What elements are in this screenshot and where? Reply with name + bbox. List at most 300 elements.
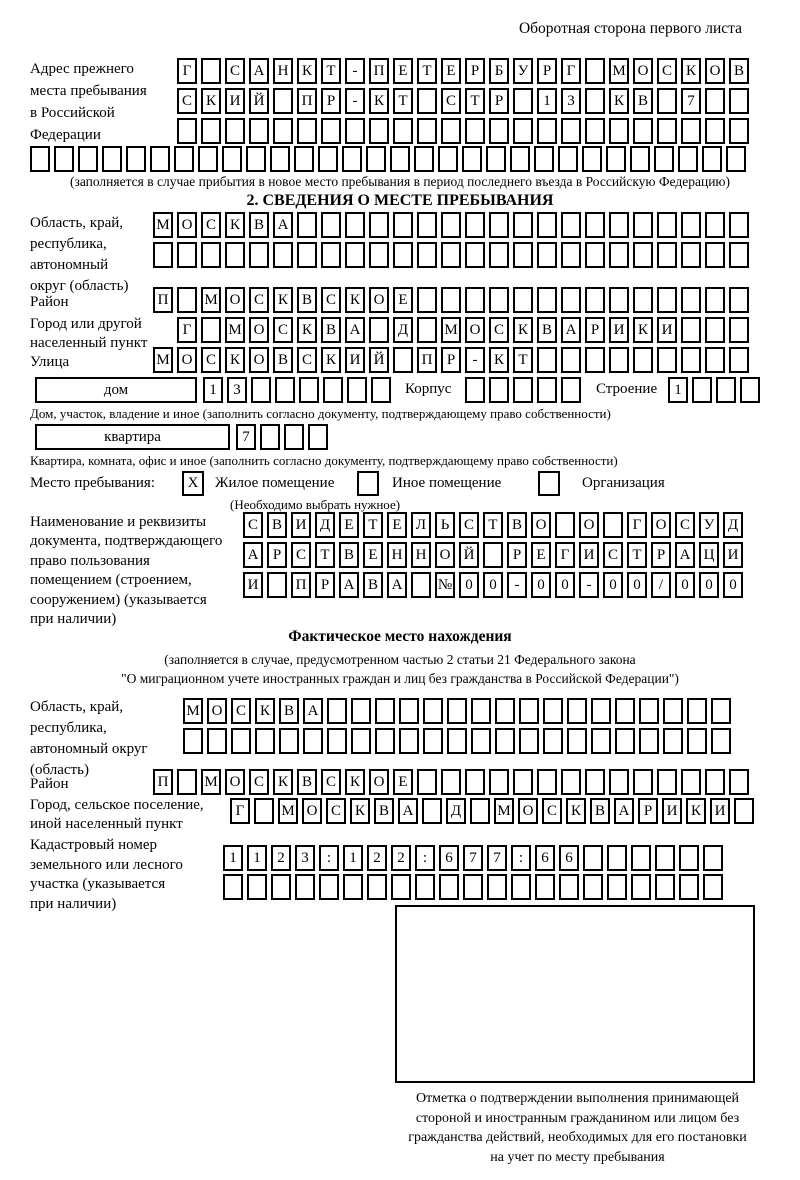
char-box[interactable]: Н xyxy=(273,58,293,84)
char-box[interactable]: / xyxy=(651,572,671,598)
char-box[interactable] xyxy=(249,242,269,268)
char-box[interactable] xyxy=(519,698,539,724)
char-box[interactable] xyxy=(198,146,218,172)
char-box[interactable]: Ь xyxy=(435,512,455,538)
char-box[interactable] xyxy=(366,146,386,172)
char-box[interactable] xyxy=(585,118,605,144)
char-box[interactable]: 1 xyxy=(223,845,243,871)
char-box[interactable]: В xyxy=(537,317,557,343)
char-box[interactable] xyxy=(585,242,605,268)
char-box[interactable]: И xyxy=(723,542,743,568)
char-box[interactable]: А xyxy=(398,798,418,824)
char-box[interactable]: О xyxy=(531,512,551,538)
char-box[interactable]: К xyxy=(273,287,293,313)
char-box[interactable] xyxy=(273,242,293,268)
char-box[interactable]: 6 xyxy=(535,845,555,871)
char-box[interactable] xyxy=(275,377,295,403)
char-box[interactable]: Й xyxy=(249,88,269,114)
street-row[interactable] xyxy=(153,347,749,373)
char-box[interactable]: Г xyxy=(177,317,197,343)
char-box[interactable]: К xyxy=(345,287,365,313)
char-box[interactable] xyxy=(369,242,389,268)
char-box[interactable] xyxy=(537,347,557,373)
char-box[interactable] xyxy=(657,287,677,313)
char-box[interactable] xyxy=(438,146,458,172)
char-box[interactable] xyxy=(519,728,539,754)
char-box[interactable] xyxy=(705,242,725,268)
char-box[interactable] xyxy=(295,874,315,900)
char-box[interactable] xyxy=(681,317,701,343)
char-box[interactable]: Б xyxy=(489,58,509,84)
char-box[interactable] xyxy=(327,698,347,724)
char-box[interactable]: С xyxy=(273,317,293,343)
char-box[interactable] xyxy=(705,88,725,114)
char-box[interactable] xyxy=(489,118,509,144)
char-box[interactable]: Р xyxy=(489,88,509,114)
char-box[interactable] xyxy=(495,728,515,754)
char-box[interactable] xyxy=(321,118,341,144)
char-box[interactable] xyxy=(465,212,485,238)
char-box[interactable]: М xyxy=(494,798,514,824)
char-box[interactable] xyxy=(607,845,627,871)
stroenie-row[interactable] xyxy=(668,377,760,403)
char-box[interactable]: 0 xyxy=(483,572,503,598)
char-box[interactable] xyxy=(609,287,629,313)
char-box[interactable]: О xyxy=(225,287,245,313)
char-box[interactable] xyxy=(390,146,410,172)
char-box[interactable] xyxy=(537,242,557,268)
char-box[interactable] xyxy=(511,874,531,900)
char-box[interactable] xyxy=(679,874,699,900)
char-box[interactable] xyxy=(657,242,677,268)
char-box[interactable] xyxy=(537,212,557,238)
char-box[interactable] xyxy=(663,698,683,724)
char-box[interactable] xyxy=(535,874,555,900)
char-box[interactable]: С xyxy=(459,512,479,538)
char-box[interactable]: К xyxy=(201,88,221,114)
char-box[interactable] xyxy=(663,728,683,754)
char-box[interactable]: И xyxy=(345,347,365,373)
char-box[interactable]: В xyxy=(633,88,653,114)
char-box[interactable] xyxy=(251,377,271,403)
char-box[interactable] xyxy=(417,88,437,114)
char-box[interactable]: 3 xyxy=(295,845,315,871)
actual-region-row-1[interactable] xyxy=(183,698,731,724)
char-box[interactable] xyxy=(447,728,467,754)
char-box[interactable] xyxy=(462,146,482,172)
char-box[interactable] xyxy=(343,874,363,900)
char-box[interactable] xyxy=(711,728,731,754)
apartment-number-row[interactable] xyxy=(236,424,328,450)
char-box[interactable] xyxy=(369,212,389,238)
char-box[interactable] xyxy=(174,146,194,172)
char-box[interactable] xyxy=(249,118,269,144)
char-box[interactable] xyxy=(297,118,317,144)
char-box[interactable] xyxy=(740,377,760,403)
char-box[interactable] xyxy=(246,146,266,172)
char-box[interactable] xyxy=(297,212,317,238)
char-box[interactable] xyxy=(705,287,725,313)
char-box[interactable] xyxy=(729,118,749,144)
char-box[interactable]: 3 xyxy=(227,377,247,403)
char-box[interactable]: О xyxy=(369,769,389,795)
char-box[interactable] xyxy=(345,242,365,268)
char-box[interactable] xyxy=(495,698,515,724)
char-box[interactable] xyxy=(681,347,701,373)
char-box[interactable]: Т xyxy=(627,542,647,568)
char-box[interactable] xyxy=(177,769,197,795)
char-box[interactable] xyxy=(555,512,575,538)
char-box[interactable]: Р xyxy=(585,317,605,343)
char-box[interactable] xyxy=(465,377,485,403)
char-box[interactable] xyxy=(591,698,611,724)
char-box[interactable]: П xyxy=(417,347,437,373)
char-box[interactable]: Р xyxy=(465,58,485,84)
district-row[interactable] xyxy=(153,287,749,313)
char-box[interactable]: 7 xyxy=(487,845,507,871)
char-box[interactable]: Е xyxy=(363,542,383,568)
char-box[interactable] xyxy=(513,377,533,403)
char-box[interactable] xyxy=(225,242,245,268)
document-row-3[interactable] xyxy=(243,572,743,598)
char-box[interactable] xyxy=(201,317,221,343)
char-box[interactable]: С xyxy=(321,287,341,313)
region-row-1[interactable] xyxy=(153,212,749,238)
char-box[interactable]: И xyxy=(291,512,311,538)
prev-address-row-1[interactable] xyxy=(177,58,749,84)
char-box[interactable] xyxy=(345,118,365,144)
char-box[interactable] xyxy=(369,118,389,144)
char-box[interactable]: Т xyxy=(513,347,533,373)
char-box[interactable]: Р xyxy=(321,88,341,114)
char-box[interactable]: Т xyxy=(483,512,503,538)
char-box[interactable]: А xyxy=(273,212,293,238)
char-box[interactable]: Е xyxy=(387,512,407,538)
char-box[interactable] xyxy=(633,242,653,268)
char-box[interactable] xyxy=(270,146,290,172)
char-box[interactable] xyxy=(327,728,347,754)
char-box[interactable]: С xyxy=(489,317,509,343)
char-box[interactable]: Т xyxy=(321,58,341,84)
char-box[interactable] xyxy=(703,874,723,900)
char-box[interactable]: С xyxy=(297,347,317,373)
char-box[interactable] xyxy=(399,698,419,724)
char-box[interactable] xyxy=(705,347,725,373)
char-box[interactable] xyxy=(609,769,629,795)
char-box[interactable]: О xyxy=(369,287,389,313)
char-box[interactable] xyxy=(615,698,635,724)
char-box[interactable] xyxy=(201,118,221,144)
organization-checkbox[interactable] xyxy=(538,471,560,496)
char-box[interactable] xyxy=(223,874,243,900)
char-box[interactable] xyxy=(510,146,530,172)
char-box[interactable] xyxy=(583,874,603,900)
char-box[interactable] xyxy=(319,874,339,900)
char-box[interactable] xyxy=(591,728,611,754)
char-box[interactable] xyxy=(54,146,74,172)
char-box[interactable] xyxy=(705,317,725,343)
char-box[interactable] xyxy=(177,287,197,313)
char-box[interactable] xyxy=(393,242,413,268)
char-box[interactable] xyxy=(417,118,437,144)
char-box[interactable] xyxy=(543,698,563,724)
char-box[interactable]: В xyxy=(339,542,359,568)
char-box[interactable]: М xyxy=(609,58,629,84)
char-box[interactable]: В xyxy=(374,798,394,824)
char-box[interactable] xyxy=(225,118,245,144)
char-box[interactable]: К xyxy=(297,58,317,84)
char-box[interactable]: У xyxy=(513,58,533,84)
char-box[interactable] xyxy=(729,242,749,268)
char-box[interactable] xyxy=(607,874,627,900)
char-box[interactable]: Е xyxy=(393,58,413,84)
char-box[interactable] xyxy=(201,58,221,84)
char-box[interactable]: О xyxy=(435,542,455,568)
korpus-row[interactable] xyxy=(465,377,581,403)
prev-address-row-3[interactable] xyxy=(177,118,749,144)
char-box[interactable]: : xyxy=(415,845,435,871)
char-box[interactable] xyxy=(681,287,701,313)
char-box[interactable] xyxy=(423,698,443,724)
char-box[interactable] xyxy=(463,874,483,900)
char-box[interactable]: - xyxy=(345,88,365,114)
char-box[interactable] xyxy=(465,287,485,313)
char-box[interactable]: Д xyxy=(393,317,413,343)
char-box[interactable]: С xyxy=(326,798,346,824)
char-box[interactable] xyxy=(631,845,651,871)
char-box[interactable] xyxy=(657,88,677,114)
char-box[interactable] xyxy=(321,212,341,238)
char-box[interactable]: Р xyxy=(507,542,527,568)
char-box[interactable] xyxy=(561,287,581,313)
char-box[interactable] xyxy=(342,146,362,172)
char-box[interactable]: М xyxy=(201,287,221,313)
char-box[interactable] xyxy=(729,317,749,343)
char-box[interactable] xyxy=(441,769,461,795)
char-box[interactable] xyxy=(606,146,626,172)
house-type-box[interactable]: дом xyxy=(35,377,197,403)
char-box[interactable]: Е xyxy=(393,769,413,795)
char-box[interactable] xyxy=(441,118,461,144)
char-box[interactable]: А xyxy=(249,58,269,84)
char-box[interactable] xyxy=(537,118,557,144)
char-box[interactable]: К xyxy=(225,212,245,238)
char-box[interactable] xyxy=(255,728,275,754)
char-box[interactable]: С xyxy=(201,347,221,373)
char-box[interactable] xyxy=(567,698,587,724)
char-box[interactable]: О xyxy=(651,512,671,538)
char-box[interactable]: С xyxy=(657,58,677,84)
char-box[interactable] xyxy=(654,146,674,172)
char-box[interactable]: Р xyxy=(315,572,335,598)
char-box[interactable] xyxy=(585,212,605,238)
char-box[interactable] xyxy=(465,118,485,144)
char-box[interactable]: Л xyxy=(411,512,431,538)
char-box[interactable]: Ц xyxy=(699,542,719,568)
char-box[interactable] xyxy=(558,146,578,172)
char-box[interactable] xyxy=(351,698,371,724)
char-box[interactable] xyxy=(415,874,435,900)
char-box[interactable]: Е xyxy=(393,287,413,313)
char-box[interactable] xyxy=(585,88,605,114)
char-box[interactable]: О xyxy=(225,769,245,795)
char-box[interactable] xyxy=(414,146,434,172)
char-box[interactable] xyxy=(681,769,701,795)
char-box[interactable] xyxy=(534,146,554,172)
char-box[interactable]: Г xyxy=(230,798,250,824)
char-box[interactable] xyxy=(513,118,533,144)
document-row-2[interactable] xyxy=(243,542,743,568)
char-box[interactable] xyxy=(393,347,413,373)
char-box[interactable]: О xyxy=(249,347,269,373)
char-box[interactable] xyxy=(559,874,579,900)
char-box[interactable]: И xyxy=(657,317,677,343)
char-box[interactable]: В xyxy=(267,512,287,538)
char-box[interactable]: - xyxy=(507,572,527,598)
char-box[interactable] xyxy=(273,118,293,144)
char-box[interactable] xyxy=(393,212,413,238)
char-box[interactable]: В xyxy=(729,58,749,84)
char-box[interactable]: П xyxy=(369,58,389,84)
char-box[interactable]: 0 xyxy=(699,572,719,598)
char-box[interactable]: К xyxy=(297,317,317,343)
char-box[interactable] xyxy=(254,798,274,824)
char-box[interactable] xyxy=(561,242,581,268)
char-box[interactable]: О xyxy=(177,347,197,373)
char-box[interactable]: С xyxy=(249,287,269,313)
char-box[interactable] xyxy=(347,377,367,403)
char-box[interactable] xyxy=(150,146,170,172)
char-box[interactable]: Й xyxy=(369,347,389,373)
char-box[interactable]: С xyxy=(603,542,623,568)
char-box[interactable] xyxy=(78,146,98,172)
char-box[interactable] xyxy=(734,798,754,824)
char-box[interactable]: Д xyxy=(315,512,335,538)
char-box[interactable] xyxy=(615,728,635,754)
char-box[interactable]: Е xyxy=(531,542,551,568)
char-box[interactable] xyxy=(441,212,461,238)
char-box[interactable]: 7 xyxy=(681,88,701,114)
char-box[interactable]: К xyxy=(255,698,275,724)
char-box[interactable]: В xyxy=(297,769,317,795)
char-box[interactable] xyxy=(729,287,749,313)
char-box[interactable]: Т xyxy=(363,512,383,538)
prev-address-row-4[interactable] xyxy=(30,146,746,172)
char-box[interactable] xyxy=(633,347,653,373)
char-box[interactable] xyxy=(609,347,629,373)
char-box[interactable]: И xyxy=(710,798,730,824)
char-box[interactable]: М xyxy=(201,769,221,795)
char-box[interactable]: К xyxy=(633,317,653,343)
char-box[interactable]: А xyxy=(561,317,581,343)
char-box[interactable]: С xyxy=(441,88,461,114)
char-box[interactable] xyxy=(303,728,323,754)
char-box[interactable]: И xyxy=(243,572,263,598)
char-box[interactable] xyxy=(323,377,343,403)
char-box[interactable] xyxy=(585,769,605,795)
char-box[interactable]: 0 xyxy=(675,572,695,598)
char-box[interactable]: 6 xyxy=(439,845,459,871)
char-box[interactable] xyxy=(153,242,173,268)
char-box[interactable] xyxy=(681,212,701,238)
char-box[interactable]: 3 xyxy=(561,88,581,114)
char-box[interactable] xyxy=(393,118,413,144)
house-number-row[interactable] xyxy=(203,377,391,403)
char-box[interactable]: С xyxy=(243,512,263,538)
char-box[interactable]: С xyxy=(675,512,695,538)
char-box[interactable]: В xyxy=(279,698,299,724)
char-box[interactable] xyxy=(271,874,291,900)
char-box[interactable] xyxy=(679,845,699,871)
document-row-1[interactable] xyxy=(243,512,743,538)
char-box[interactable]: К xyxy=(513,317,533,343)
char-box[interactable] xyxy=(177,242,197,268)
char-box[interactable]: О xyxy=(465,317,485,343)
char-box[interactable] xyxy=(422,798,442,824)
char-box[interactable]: К xyxy=(369,88,389,114)
char-box[interactable] xyxy=(284,424,304,450)
char-box[interactable] xyxy=(486,146,506,172)
char-box[interactable] xyxy=(702,146,722,172)
char-box[interactable] xyxy=(585,347,605,373)
char-box[interactable] xyxy=(537,287,557,313)
char-box[interactable] xyxy=(417,212,437,238)
char-box[interactable] xyxy=(705,769,725,795)
char-box[interactable]: 0 xyxy=(723,572,743,598)
char-box[interactable] xyxy=(489,377,509,403)
char-box[interactable] xyxy=(483,542,503,568)
char-box[interactable]: А xyxy=(339,572,359,598)
char-box[interactable] xyxy=(247,874,267,900)
char-box[interactable] xyxy=(367,874,387,900)
char-box[interactable] xyxy=(657,118,677,144)
char-box[interactable] xyxy=(567,728,587,754)
char-box[interactable]: 7 xyxy=(236,424,256,450)
char-box[interactable]: Г xyxy=(627,512,647,538)
char-box[interactable]: Е xyxy=(339,512,359,538)
char-box[interactable] xyxy=(423,728,443,754)
char-box[interactable] xyxy=(561,347,581,373)
char-box[interactable] xyxy=(633,287,653,313)
char-box[interactable]: Д xyxy=(723,512,743,538)
char-box[interactable]: О xyxy=(177,212,197,238)
char-box[interactable] xyxy=(222,146,242,172)
char-box[interactable] xyxy=(201,242,221,268)
char-box[interactable] xyxy=(489,212,509,238)
char-box[interactable]: С xyxy=(225,58,245,84)
char-box[interactable] xyxy=(267,572,287,598)
char-box[interactable] xyxy=(351,728,371,754)
char-box[interactable]: В xyxy=(273,347,293,373)
char-box[interactable] xyxy=(633,118,653,144)
char-box[interactable]: П xyxy=(297,88,317,114)
char-box[interactable]: Р xyxy=(267,542,287,568)
char-box[interactable] xyxy=(729,769,749,795)
char-box[interactable]: 1 xyxy=(203,377,223,403)
city-row[interactable] xyxy=(177,317,749,343)
char-box[interactable] xyxy=(471,728,491,754)
char-box[interactable] xyxy=(207,728,227,754)
char-box[interactable]: А xyxy=(345,317,365,343)
other-premises-checkbox[interactable] xyxy=(357,471,379,496)
char-box[interactable]: Г xyxy=(561,58,581,84)
char-box[interactable] xyxy=(585,58,605,84)
char-box[interactable] xyxy=(417,242,437,268)
char-box[interactable]: П xyxy=(291,572,311,598)
char-box[interactable] xyxy=(391,874,411,900)
char-box[interactable] xyxy=(273,88,293,114)
char-box[interactable]: С xyxy=(291,542,311,568)
